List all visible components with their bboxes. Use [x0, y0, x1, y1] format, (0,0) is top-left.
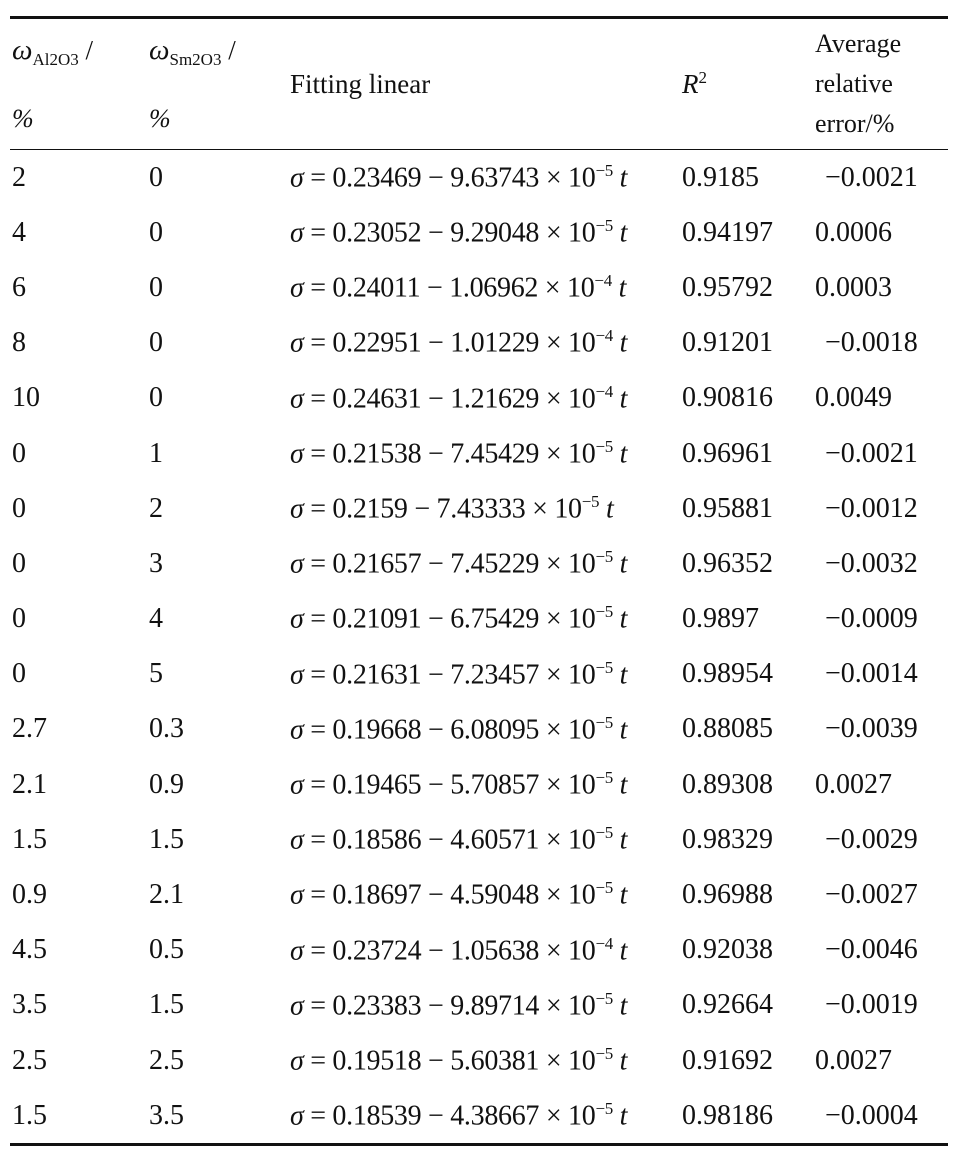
cell-average-relative-error: −0.0004	[825, 1099, 918, 1131]
slope-coefficient: 7.45229	[450, 548, 540, 580]
bottom-rule	[10, 1143, 948, 1146]
cell-r-squared: 0.90816	[682, 382, 773, 414]
cell-sm2o3: 0.5	[149, 934, 184, 966]
table-row	[10, 978, 948, 1033]
cell-fitting-equation: $\sigma = 0.21091 - 6.75429 \times 10^{-5}$ t	[290, 602, 628, 635]
header-al2o3: $\omega_{Al2O3}$ / %	[10, 19, 149, 149]
cell-al2o3: 2	[12, 161, 26, 193]
slope-exponent: −5	[595, 160, 613, 180]
cell-r-squared: 0.91201	[682, 327, 773, 359]
cell-fitting-equation: $\sigma = 0.19518 - 5.60381 \times 10^{-5}$ t	[290, 1043, 628, 1077]
cell-r-squared: 0.88085	[682, 713, 773, 745]
time-variable: t	[619, 769, 628, 801]
cell-al2o3: 1.5	[12, 823, 47, 855]
fitting-results-table	[10, 19, 948, 149]
cell-al2o3: 2.1	[12, 768, 47, 800]
cell-r-squared: 0.95792	[682, 271, 773, 303]
slope-coefficient: 1.21629	[450, 383, 540, 414]
sigma-symbol: σ	[290, 272, 304, 304]
cell-al2o3: 0	[12, 547, 26, 579]
time-variable: t	[619, 162, 628, 194]
cell-r-squared: 0.98329	[682, 823, 773, 855]
cell-r-squared: 0.98186	[682, 1099, 773, 1131]
time-variable: t	[619, 1045, 628, 1077]
cell-r-squared: 0.9185	[682, 161, 759, 193]
table-row	[10, 812, 948, 867]
avg-line1: Average	[815, 29, 902, 58]
sigma-symbol: σ	[290, 162, 304, 194]
slope-exponent: −5	[595, 1043, 613, 1063]
cell-average-relative-error: −0.0012	[825, 492, 918, 524]
cell-al2o3: 0	[12, 603, 26, 635]
cell-fitting-equation: $\sigma = 0.22951 - 1.01229 \times 10^{-4}$ t	[290, 326, 628, 359]
header-row	[10, 19, 948, 149]
slope-exponent: −4	[595, 326, 613, 346]
intercept: 0.19518	[332, 1045, 422, 1077]
cell-average-relative-error: −0.0021	[825, 161, 918, 193]
cell-average-relative-error: −0.0009	[825, 603, 918, 635]
cell-fitting-equation: $\sigma = 0.19668 - 6.08095 \times 10^{-5}$ t	[290, 712, 628, 746]
intercept: 0.23383	[332, 990, 422, 1022]
cell-fitting-equation: $\sigma = 0.2159 - 7.43333 \times 10^{-5}$ t	[290, 492, 614, 525]
header-average-relative-error	[815, 19, 948, 149]
table-row	[10, 426, 948, 481]
cell-al2o3: 4	[12, 216, 26, 248]
slope-exponent: −4	[595, 381, 613, 401]
data-table-container	[10, 16, 948, 1146]
cell-fitting-equation: $\sigma = 0.21538 - 7.45429 \times 10^{-5}$ t	[290, 436, 628, 470]
cell-r-squared: 0.98954	[682, 658, 773, 690]
slope-coefficient: 4.60571	[450, 824, 540, 856]
cell-average-relative-error: 0.0027	[815, 1044, 892, 1076]
table-row	[10, 316, 948, 371]
cell-average-relative-error: −0.0027	[825, 879, 918, 911]
cell-sm2o3: 4	[149, 603, 163, 635]
time-variable: t	[619, 548, 628, 580]
header-r-squared	[682, 19, 815, 149]
table-body	[10, 150, 948, 1143]
cell-al2o3: 1.5	[12, 1099, 47, 1131]
time-variable: t	[618, 272, 627, 304]
slope-exponent: −5	[595, 602, 613, 622]
slope-exponent: −5	[595, 547, 613, 567]
slope-coefficient: 9.29048	[450, 217, 540, 249]
sigma-symbol: σ	[290, 1045, 304, 1077]
cell-fitting-equation: $\sigma = 0.18539 - 4.38667 \times 10^{-5}$ t	[290, 1099, 628, 1132]
slope-coefficient: 7.23457	[450, 658, 540, 690]
cell-sm2o3: 0	[149, 327, 163, 359]
table-row	[10, 867, 948, 922]
cell-sm2o3: 2	[149, 492, 163, 524]
cell-sm2o3: 0	[149, 382, 163, 414]
cell-average-relative-error: −0.0021	[825, 437, 918, 469]
cell-r-squared: 0.96352	[682, 547, 773, 579]
cell-average-relative-error: 0.0003	[815, 271, 892, 303]
sm2o3-unit: %	[149, 104, 171, 133]
intercept: 0.19668	[332, 714, 422, 746]
table-row	[10, 1033, 948, 1088]
time-variable: t	[605, 493, 614, 525]
sigma-symbol: σ	[290, 658, 304, 690]
cell-sm2o3: 0.3	[149, 713, 184, 745]
cell-fitting-equation: $\sigma = 0.23052 - 9.29048 \times 10^{-5}$ t	[290, 216, 628, 249]
time-variable: t	[619, 603, 628, 635]
cell-r-squared: 0.91692	[682, 1044, 773, 1076]
cell-fitting-equation: $\sigma = 0.23724 - 1.05638 \times 10^{-4}$ t	[290, 933, 628, 966]
cell-al2o3: 0	[12, 492, 26, 524]
time-variable: t	[619, 824, 628, 856]
cell-fitting-equation: $\sigma = 0.24011 - 1.06962 \times 10^{-4}$ t	[290, 271, 627, 304]
header-sm2o3: $\omega_{Sm2O3}$ / %	[149, 19, 286, 149]
table-row	[10, 150, 948, 205]
intercept: 0.24011	[332, 272, 421, 304]
omega-symbol: ω	[149, 34, 170, 66]
cell-sm2o3: 5	[149, 658, 163, 690]
slope-coefficient: 7.45429	[450, 438, 540, 470]
table-row	[10, 702, 948, 757]
slope-coefficient: 5.70857	[450, 769, 540, 801]
cell-r-squared: 0.94197	[682, 216, 773, 248]
sigma-symbol: σ	[290, 493, 304, 525]
intercept: 0.18586	[332, 824, 422, 856]
sigma-symbol: σ	[290, 769, 304, 801]
table-header	[10, 19, 948, 149]
time-variable: t	[619, 990, 628, 1022]
slope-exponent: −4	[595, 933, 613, 953]
cell-al2o3: 10	[12, 382, 40, 414]
r-symbol: R	[682, 69, 699, 99]
cell-al2o3: 2.7	[12, 713, 47, 745]
cell-sm2o3: 0.9	[149, 768, 184, 800]
slope-coefficient: 6.75429	[450, 603, 540, 635]
table-row	[10, 757, 948, 812]
cell-average-relative-error: −0.0014	[825, 658, 918, 690]
cell-sm2o3: 1	[149, 437, 163, 469]
table-row	[10, 481, 948, 536]
avg-line3: error/%	[815, 109, 895, 138]
sigma-symbol: σ	[290, 990, 304, 1022]
al2o3-subscript: Al2O3	[32, 50, 79, 69]
sigma-symbol: σ	[290, 824, 304, 856]
slope-exponent: −5	[595, 712, 613, 732]
cell-average-relative-error: −0.0019	[825, 989, 918, 1021]
intercept: 0.24631	[332, 383, 422, 414]
cell-r-squared: 0.95881	[682, 492, 773, 524]
cell-r-squared: 0.89308	[682, 768, 773, 800]
cell-average-relative-error: −0.0046	[825, 934, 918, 966]
cell-fitting-equation: $\sigma = 0.18697 - 4.59048 \times 10^{-5}$ t	[290, 878, 628, 911]
time-variable: t	[619, 383, 628, 414]
al2o3-unit: %	[12, 104, 34, 133]
intercept: 0.2159	[332, 493, 408, 525]
sigma-symbol: σ	[290, 1100, 304, 1132]
cell-sm2o3: 0	[149, 271, 163, 303]
cell-sm2o3: 0	[149, 161, 163, 193]
cell-sm2o3: 3.5	[149, 1099, 184, 1131]
slope-exponent: −5	[595, 823, 613, 843]
intercept: 0.23052	[332, 217, 422, 249]
avg-line2: relative	[815, 69, 893, 98]
cell-sm2o3: 1.5	[149, 989, 184, 1021]
sigma-symbol: σ	[290, 327, 304, 359]
cell-average-relative-error: −0.0029	[825, 823, 918, 855]
table-row	[10, 536, 948, 591]
slope-coefficient: 4.59048	[450, 879, 540, 911]
cell-average-relative-error: 0.0049	[815, 382, 892, 414]
cell-fitting-equation: $\sigma = 0.24631 - 1.21629 \times 10^{-4}$ t	[290, 381, 628, 414]
table-row	[10, 1088, 948, 1143]
cell-fitting-equation: $\sigma = 0.23383 - 9.89714 \times 10^{-5}$ t	[290, 988, 628, 1022]
slope-exponent: −5	[595, 767, 613, 787]
intercept: 0.23469	[332, 162, 422, 194]
sigma-symbol: σ	[290, 548, 304, 580]
r-superscript: 2	[698, 68, 707, 87]
cell-average-relative-error: 0.0027	[815, 768, 892, 800]
slope-coefficient: 1.06962	[449, 272, 539, 304]
slope-exponent: −5	[595, 878, 613, 898]
time-variable: t	[619, 714, 628, 746]
sigma-symbol: σ	[290, 714, 304, 746]
cell-average-relative-error: −0.0032	[825, 547, 918, 579]
intercept: 0.19465	[332, 769, 422, 801]
table-row	[10, 371, 948, 426]
time-variable: t	[619, 879, 628, 911]
time-variable: t	[619, 1100, 628, 1132]
slope-coefficient: 5.60381	[450, 1045, 540, 1077]
table-row	[10, 205, 948, 260]
slope-coefficient: 1.05638	[450, 934, 540, 966]
cell-r-squared: 0.92038	[682, 934, 773, 966]
cell-sm2o3: 3	[149, 547, 163, 579]
intercept: 0.21538	[332, 438, 422, 470]
slope-exponent: −5	[595, 1099, 613, 1119]
cell-sm2o3: 0	[149, 216, 163, 248]
table-row	[10, 923, 948, 978]
intercept: 0.21091	[332, 603, 422, 635]
cell-fitting-equation: $\sigma = 0.21631 - 7.23457 \times 10^{-5}$ t	[290, 657, 628, 690]
time-variable: t	[619, 438, 628, 470]
cell-average-relative-error: −0.0018	[825, 327, 918, 359]
slope-exponent: −5	[595, 216, 613, 236]
sigma-symbol: σ	[290, 934, 304, 966]
cell-sm2o3: 1.5	[149, 823, 184, 855]
omega-symbol: ω	[12, 34, 33, 66]
time-variable: t	[619, 217, 628, 249]
cell-fitting-equation: $\sigma = 0.19465 - 5.70857 \times 10^{-5}$ t	[290, 767, 628, 801]
cell-r-squared: 0.92664	[682, 989, 773, 1021]
cell-average-relative-error: −0.0039	[825, 713, 918, 745]
sigma-symbol: σ	[290, 383, 304, 414]
slope-coefficient: 1.01229	[450, 327, 540, 359]
cell-sm2o3: 2.1	[149, 879, 184, 911]
cell-fitting-equation: $\sigma = 0.18586 - 4.60571 \times 10^{-5}$ t	[290, 823, 628, 856]
slope-exponent: −4	[594, 271, 612, 291]
time-variable: t	[619, 327, 628, 359]
cell-r-squared: 0.96961	[682, 437, 773, 469]
header-fitting-linear: Fitting linear	[290, 68, 431, 99]
cell-al2o3: 6	[12, 271, 26, 303]
slope-exponent: −5	[595, 436, 613, 456]
sigma-symbol: σ	[290, 879, 304, 911]
table-row	[10, 592, 948, 647]
intercept: 0.22951	[332, 327, 422, 359]
cell-al2o3: 4.5	[12, 934, 47, 966]
sigma-symbol: σ	[290, 603, 304, 635]
cell-fitting-equation: $\sigma = 0.23469 - 9.63743 \times 10^{-5}$ t	[290, 160, 628, 194]
intercept: 0.21657	[332, 548, 422, 580]
slope-coefficient: 9.63743	[450, 162, 540, 194]
cell-al2o3: 0	[12, 658, 26, 690]
cell-al2o3: 0	[12, 437, 26, 469]
cell-al2o3: 0.9	[12, 879, 47, 911]
sigma-symbol: σ	[290, 217, 304, 249]
table-row	[10, 647, 948, 702]
sm2o3-subscript: Sm2O3	[169, 50, 222, 69]
cell-sm2o3: 2.5	[149, 1044, 184, 1076]
slope-coefficient: 9.89714	[450, 990, 540, 1022]
cell-al2o3: 8	[12, 327, 26, 359]
intercept: 0.18697	[332, 879, 422, 911]
fitting-results-body	[10, 150, 948, 1143]
table-row	[10, 260, 948, 315]
slope-coefficient: 7.43333	[436, 493, 526, 525]
time-variable: t	[619, 658, 628, 690]
cell-r-squared: 0.9897	[682, 603, 759, 635]
intercept: 0.18539	[332, 1100, 422, 1132]
slope-exponent: −5	[595, 988, 613, 1008]
cell-average-relative-error: 0.0006	[815, 216, 892, 248]
cell-al2o3: 2.5	[12, 1044, 47, 1076]
slope-exponent: −5	[581, 492, 600, 512]
sigma-symbol: σ	[290, 438, 304, 470]
slope-coefficient: 6.08095	[450, 714, 540, 746]
time-variable: t	[619, 934, 628, 966]
cell-al2o3: 3.5	[12, 989, 47, 1021]
slope-coefficient: 4.38667	[450, 1100, 540, 1132]
intercept: 0.23724	[332, 934, 422, 966]
cell-r-squared: 0.96988	[682, 879, 773, 911]
cell-fitting-equation: $\sigma = 0.21657 - 7.45229 \times 10^{-5}$ t	[290, 547, 628, 580]
intercept: 0.21631	[332, 658, 422, 690]
slope-exponent: −5	[595, 657, 613, 677]
